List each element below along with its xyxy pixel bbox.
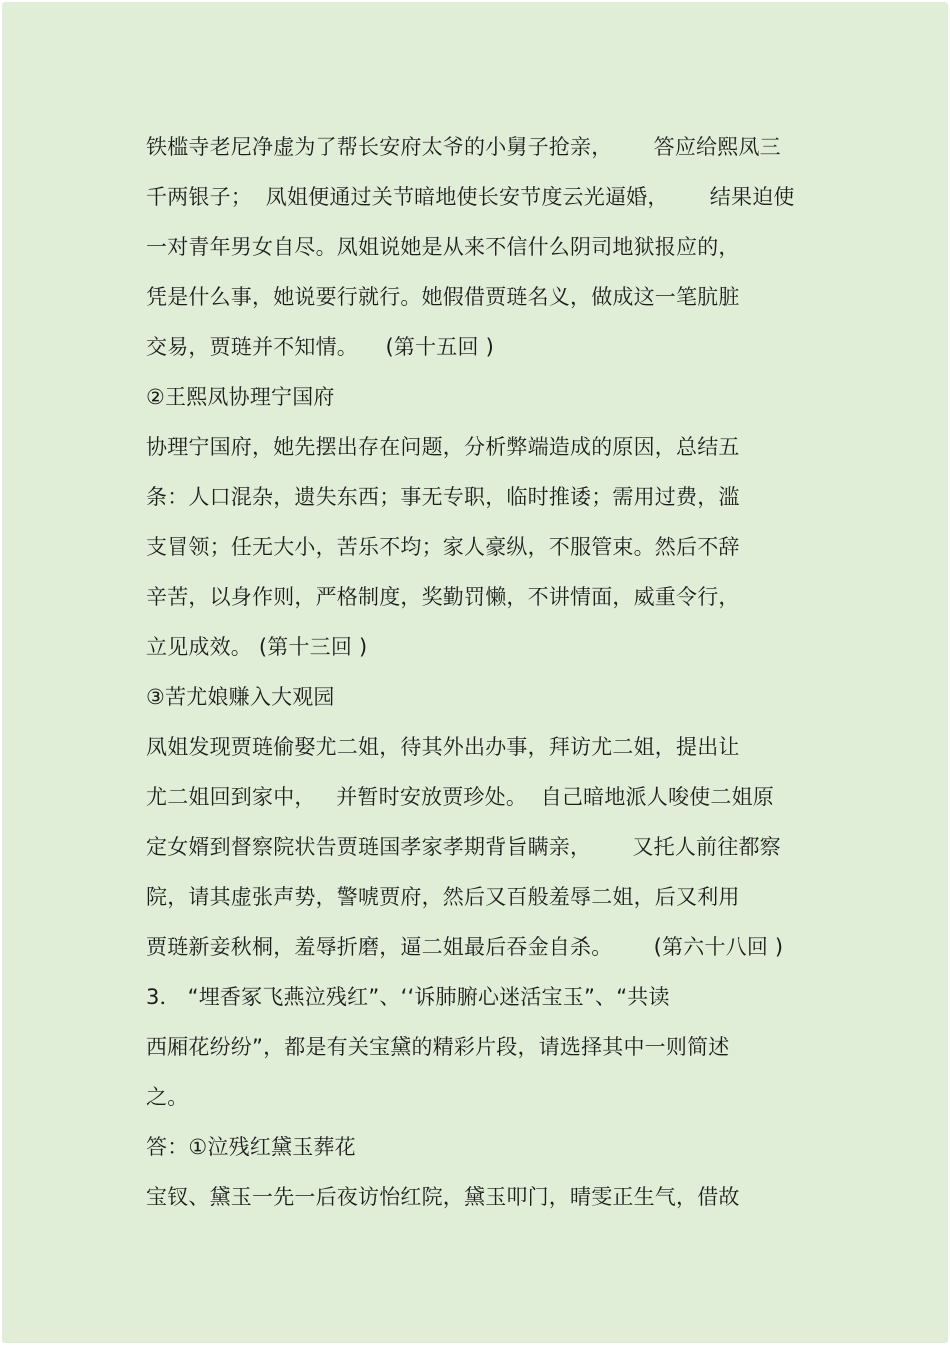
text-line: 宝钗、黛玉一先一后夜访怡红院，黛玉叩门，晴雯正生气，借故 [146,1185,740,1209]
section-heading: ③苦尤娘赚入大观园 [146,685,335,709]
text-line: 铁槛寺老尼净虚为了帮长安府太爷的小舅子抢亲， 答应给熙凤三 [146,135,781,159]
section-heading: ②王熙凤协理宁国府 [146,385,335,409]
text-line: 交易，贾琏并不知情。 (第十五回 ) [146,335,494,359]
text-line: 凤姐发现贾琏偷娶尤二姐，待其外出办事，拜访尤二姐，提出让 [146,735,740,759]
text-line: 尤二姐回到家中， 并暂时安放贾珍处。 自己暗地派人唆使二姐原 [146,785,774,809]
text-line: 条：人口混杂，遗失东西；事无专职，临时推诿；需用过费，滥 [146,485,740,509]
text-line: 院，请其虚张声势，警唬贾府，然后又百般羞辱二姐，后又利用 [146,885,740,909]
question-line: 西厢花纷纷”，都是有关宝黛的精彩片段，请选择其中一则简述 [146,1035,730,1059]
text-line: 协理宁国府，她先摆出存在问题，分析弊端造成的原因，总结五 [146,435,740,459]
text-line: 立见成效。 (第十三回 ) [146,635,368,659]
text-line: 辛苦，以身作则，严格制度，奖勤罚懒，不讲情面，威重令行， [146,585,740,609]
document-page [2,2,948,1343]
text-line: 贾琏新妾秋桐，羞辱折磨，逼二姐最后吞金自杀。 (第六十八回 ) [146,935,784,959]
question-line: 之。 [146,1085,189,1109]
text-line: 一对青年男女自尽。凤姐说她是从来不信什么阴司地狱报应的， [146,235,740,259]
question-line: 3． “埋香冢飞燕泣残红”、‘‘诉肺腑心迷活宝玉”、“共读 [146,985,670,1009]
document-body [146,122,826,1222]
text-line: 支冒领；任无大小，苦乐不均；家人豪纵，不服管束。然后不辞 [146,535,740,559]
text-line: 定女婿到督察院状告贾琏国孝家孝期背旨瞒亲， 又托人前往都察 [146,835,781,859]
answer-heading: 答：①泣残红黛玉葬花 [146,1135,356,1159]
text-line: 千两银子； 凤姐便通过关节暗地使长安节度云光逼婚， 结果迫使 [146,185,795,209]
text-line: 凭是什么事，她说要行就行。她假借贾琏名义，做成这一笔肮脏 [146,285,740,309]
